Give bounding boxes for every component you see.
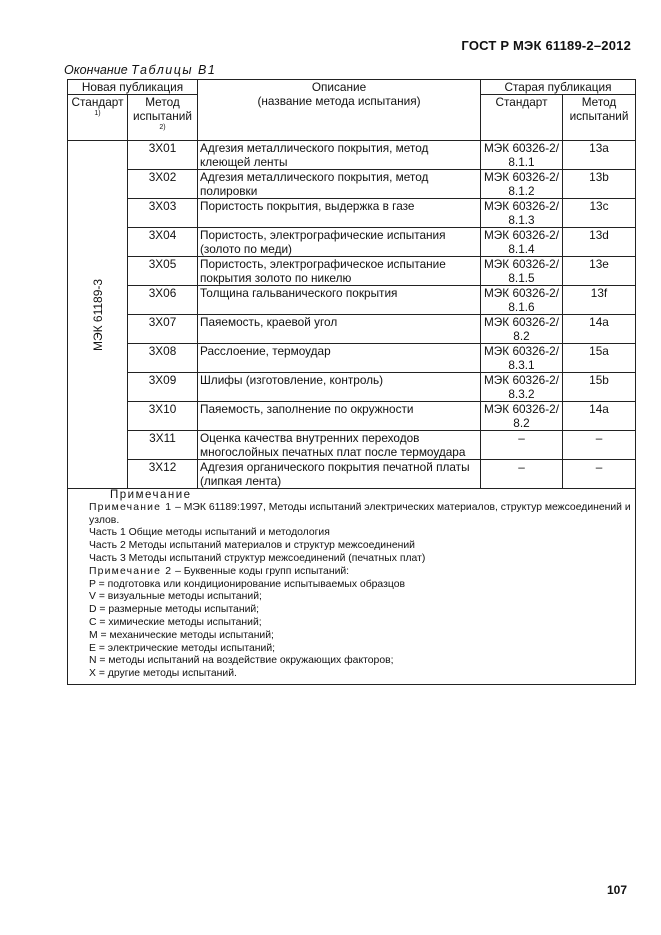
note-2-text: – Буквенные коды групп испытаний: xyxy=(172,565,350,577)
header-standard-footnote: 1) xyxy=(94,110,101,117)
note-2 xyxy=(70,566,633,579)
old-standard: МЭК 60326-2/ 8.1.3 xyxy=(481,199,563,228)
old-method: 13e xyxy=(563,257,636,286)
header-old-method: Метод испытаний xyxy=(563,95,636,141)
old-method: 13a xyxy=(563,141,636,170)
method-description: Адгезия металлического покрытия, метод полировки xyxy=(198,170,481,199)
note-1-text: – МЭК 61189:1997, Методы испытаний электрических материалов, структур межсоединений и узлов. xyxy=(89,501,631,526)
note-part-item: Часть 2 Методы испытаний материалов и структур межсоединений xyxy=(89,540,415,552)
method-description: Толщина гальванического покрытия xyxy=(198,286,481,315)
table-row xyxy=(68,257,636,286)
method-code: 3X04 xyxy=(128,228,198,257)
table-row xyxy=(68,315,636,344)
old-method: 14a xyxy=(563,315,636,344)
method-description: Пористость покрытия, выдержка в газе xyxy=(198,199,481,228)
header-description-line2: (название метода испытания) xyxy=(257,94,421,108)
test-group-code: X = другие методы испытаний. xyxy=(89,668,237,680)
method-code: 3X07 xyxy=(128,315,198,344)
method-code: 3X11 xyxy=(128,431,198,460)
old-standard: МЭК 60326-2/ 8.3.2 xyxy=(481,373,563,402)
table-row xyxy=(68,170,636,199)
method-description: Адгезия металлического покрытия, метод клеющей ленты xyxy=(198,141,481,170)
method-description: Пористость, электрографическое испытание покрытия золото по никелю xyxy=(198,257,481,286)
method-code: 3X02 xyxy=(128,170,198,199)
notes-title: Примечание xyxy=(110,489,192,501)
old-method: 15a xyxy=(563,344,636,373)
method-code: 3X08 xyxy=(128,344,198,373)
test-group-code: D = размерные методы испытаний; xyxy=(89,604,260,616)
method-description: Пористость, электрографические испытания (золото по меди) xyxy=(198,228,481,257)
header-old-standard: Стандарт xyxy=(481,95,563,141)
test-group-code: E = электрические методы испытаний; xyxy=(89,642,276,654)
old-standard: – xyxy=(481,431,563,460)
method-description: Расслоение, термоудар xyxy=(198,344,481,373)
note-1-label: Примечание 1 xyxy=(89,501,173,513)
old-method: – xyxy=(563,460,636,489)
header-method xyxy=(128,95,198,141)
test-group-code: N = методы испытаний на воздействие окружающих факторов; xyxy=(89,655,394,667)
header-standard xyxy=(68,95,128,141)
old-method: 13f xyxy=(563,286,636,315)
test-group-code: V = визуальные методы испытаний; xyxy=(89,591,262,603)
table-row xyxy=(68,402,636,431)
old-method: 13c xyxy=(563,199,636,228)
method-code: 3X03 xyxy=(128,199,198,228)
method-code: 3X05 xyxy=(128,257,198,286)
table-row xyxy=(68,373,636,402)
old-standard: МЭК 60326-2/ 8.1.5 xyxy=(481,257,563,286)
old-standard: МЭК 60326-2/ 8.2 xyxy=(481,315,563,344)
test-group-code: M = механические методы испытаний; xyxy=(89,629,274,641)
method-description: Паяемость, заполнение по окружности xyxy=(198,402,481,431)
method-description: Паяемость, краевой угол xyxy=(198,315,481,344)
header-method-footnote: 2) xyxy=(159,124,166,131)
table-row xyxy=(68,199,636,228)
header-old-publication: Старая публикация xyxy=(481,80,636,95)
old-method: 15b xyxy=(563,373,636,402)
old-method: 14a xyxy=(563,402,636,431)
caption-prefix: Окончание xyxy=(64,63,128,77)
caption-label: Таблицы В1 xyxy=(131,63,217,77)
method-description: Оценка качества внутренних переходов многослойных печатных плат после термоудара xyxy=(198,431,481,460)
table-row xyxy=(68,344,636,373)
method-description: Адгезия органического покрытия печатной платы (липкая лента) xyxy=(198,460,481,489)
old-method: 13d xyxy=(563,228,636,257)
table-row xyxy=(68,460,636,489)
method-code: 3X09 xyxy=(128,373,198,402)
note-2-label: Примечание 2 xyxy=(89,565,173,577)
old-standard: – xyxy=(481,460,563,489)
old-standard: МЭК 60326-2/ 8.1.1 xyxy=(481,141,563,170)
header-standard-label: Стандарт xyxy=(71,95,124,109)
old-method: – xyxy=(563,431,636,460)
old-standard: МЭК 60326-2/ 8.2 xyxy=(481,402,563,431)
header-description-line1: Описание xyxy=(311,80,367,94)
method-description: Шлифы (изготовление, контроль) xyxy=(198,373,481,402)
table-row xyxy=(68,228,636,257)
notes-block xyxy=(68,489,636,685)
note-part-item: Часть 1 Общие методы испытаний и методология xyxy=(89,527,330,539)
old-method: 13b xyxy=(563,170,636,199)
document-header: ГОСТ Р МЭК 61189-2–2012 xyxy=(461,38,631,53)
method-code: 3X10 xyxy=(128,402,198,431)
old-standard: МЭК 60326-2/ 8.1.2 xyxy=(481,170,563,199)
page-number: 107 xyxy=(606,883,627,897)
table-caption xyxy=(64,63,216,77)
header-new-publication: Новая публикация xyxy=(68,80,198,95)
table-row xyxy=(68,286,636,315)
header-description xyxy=(198,80,481,141)
test-group-code: P = подготовка или кондиционирование испытываемых образцов xyxy=(89,578,405,590)
methods-table xyxy=(67,79,636,685)
standard-value: МЭК 61189-3 xyxy=(90,278,105,351)
table-row xyxy=(68,431,636,460)
header-method-label: Метод испытаний xyxy=(133,95,192,123)
old-standard: МЭК 60326-2/ 8.1.4 xyxy=(481,228,563,257)
standard-cell xyxy=(68,141,128,489)
method-code: 3X12 xyxy=(128,460,198,489)
method-code: 3X01 xyxy=(128,141,198,170)
method-code: 3X06 xyxy=(128,286,198,315)
old-standard: МЭК 60326-2/ 8.3.1 xyxy=(481,344,563,373)
table-row xyxy=(68,141,636,170)
note-1 xyxy=(70,502,633,528)
old-standard: МЭК 60326-2/ 8.1.6 xyxy=(481,286,563,315)
test-group-code: C = химические методы испытаний; xyxy=(89,616,262,628)
note-part-item: Часть 3 Методы испытаний структур межсоединений (печатных плат) xyxy=(89,552,426,564)
